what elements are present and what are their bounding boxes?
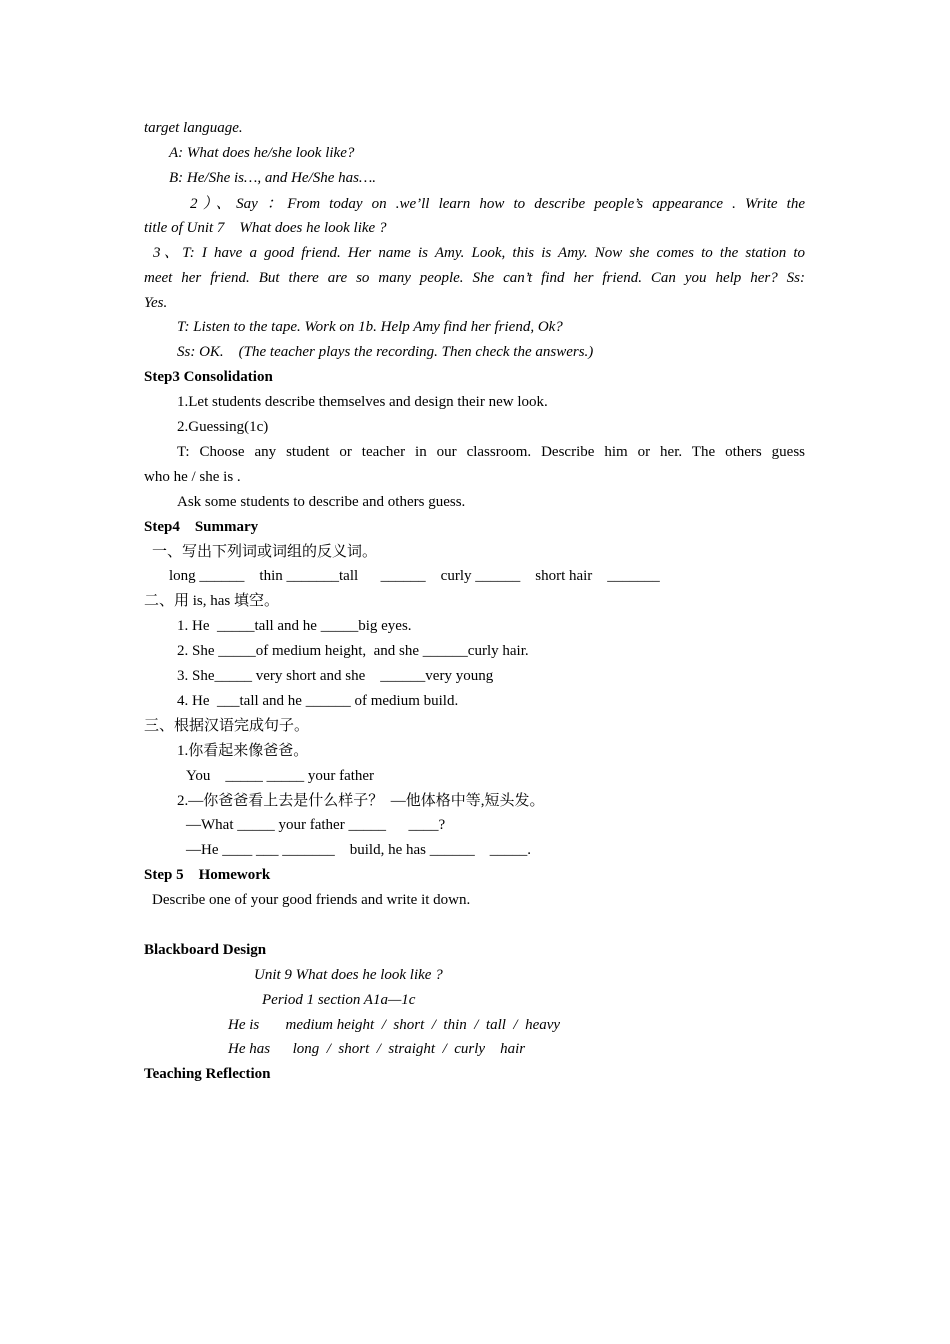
text-line: long ______ thin _______tall ______ curly ______ short hair _______ (169, 568, 660, 584)
section-heading: Step 5 Homework (144, 867, 271, 883)
text-line: 1.Let students describe themselves and design their new look. (177, 394, 548, 410)
text-line: who he / she is . (144, 469, 241, 485)
text-line: —What _____ your father _____ ____? (186, 817, 446, 833)
text-line: 1.你看起来像爸爸。 (177, 743, 309, 759)
section-heading: Blackboard Design (144, 942, 267, 958)
section-heading: Step3 Consolidation (144, 369, 273, 385)
text-line: meet her friend. But there are so many people. She can’t find her friend. Can you help her? Ss: (144, 270, 805, 286)
text-line: You _____ _____ your father (186, 768, 375, 784)
exercise-heading: 二、用 is, has 填空。 (144, 593, 280, 609)
text-line: 2. She _____of medium height, and she ______curly hair. (177, 643, 529, 659)
section-heading: Teaching Reflection (144, 1066, 271, 1082)
text-line: Describe one of your good friends and write it down. (152, 892, 471, 908)
text-line: Period 1 section A1a—1c (262, 992, 416, 1008)
text-line: He has long / short / straight / curly hair (228, 1041, 526, 1057)
text-line: He is medium height / short / thin / tall / heavy (228, 1017, 561, 1033)
text-line: 3、T: I have a good friend. Her name is Amy. Look, this is Amy. Now she comes to the station to (153, 245, 805, 261)
text-line: —He ____ ___ _______ build, he has ______ _____. (186, 842, 531, 858)
text-line: Ask some students to describe and others guess. (177, 494, 466, 510)
text-line: B: He/She is…, and He/She has…. (169, 170, 377, 186)
text-line: 2）、Say ：From today on .we’ll learn how to describe people’s appearance . Write the (190, 196, 805, 212)
text-line: Yes. (144, 295, 168, 311)
text-line: Unit 9 What does he look like ? (254, 967, 443, 983)
exercise-heading: 三、根据汉语完成句子。 (144, 718, 310, 734)
text-line: T: Choose any student or teacher in our classroom. Describe him or her. The others guess (177, 444, 805, 460)
text-line: 3. She_____ very short and she ______very young (177, 668, 494, 684)
text-line: title of Unit 7 What does he look like ? (144, 220, 387, 236)
text-line: 1. He _____tall and he _____big eyes. (177, 618, 412, 634)
text-line: target language. (144, 120, 243, 136)
text-line: 2.—你爸爸看上去是什么样子？ —他体格中等,短头发。 (177, 793, 545, 809)
text-line: A: What does he/she look like? (169, 145, 355, 161)
text-line: 4. He ___tall and he ______ of medium build. (177, 693, 459, 709)
section-heading: Step4 Summary (144, 519, 259, 535)
text-line: T: Listen to the tape. Work on 1b. Help Amy find her friend, Ok? (177, 319, 563, 335)
exercise-heading: 一、写出下列词或词组的反义词。 (152, 544, 378, 560)
text-line: Ss: OK. (The teacher plays the recording. Then check the answers.) (177, 344, 594, 360)
text-line: 2.Guessing(1c) (177, 419, 269, 435)
